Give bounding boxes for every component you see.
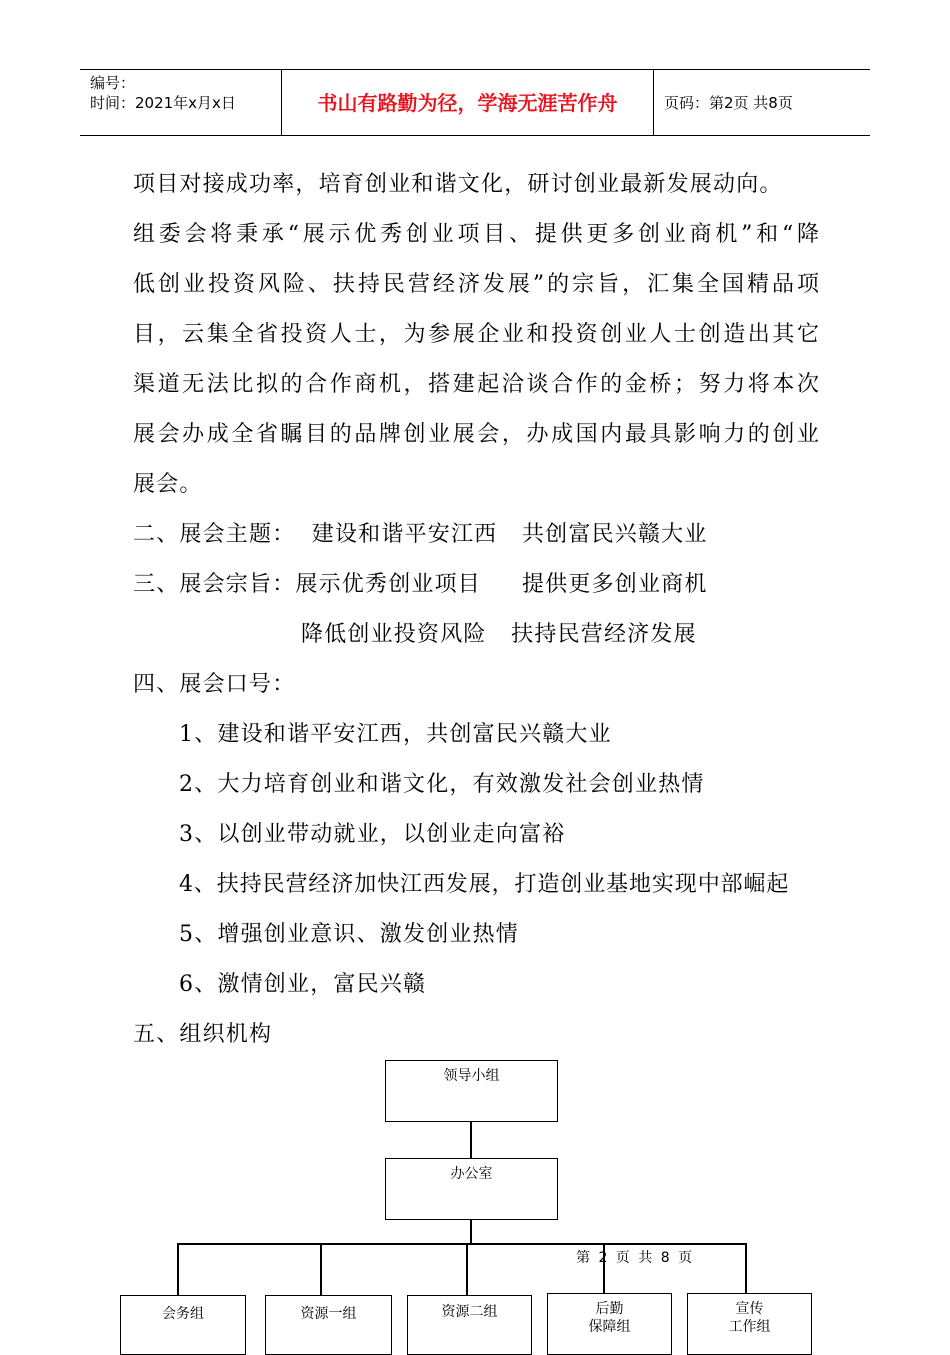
org-box-group [265,1295,392,1355]
connector-line [470,1220,472,1244]
org-box-label: 宣传 [735,1301,764,1317]
paragraph-line: 组委会将秉承“展示优秀创业项目、提供更多创业商机”和“降 [133,222,819,247]
paragraph-line: 目，云集全省投资人士，为参展企业和投资创业人士创造出其它 [133,322,819,347]
connector-line [177,1243,179,1295]
org-box-label: 后勤 [595,1301,624,1317]
org-box-label: 办公室 [450,1166,493,1182]
header-motto: 书山有路勤为径，学海无涯苦作舟 [282,70,654,135]
connector-line [320,1243,322,1295]
org-box-group [120,1295,246,1355]
paragraph-line: 展会。 [133,472,203,497]
connector-line [466,1243,468,1295]
paragraph-line: 展会办成全省瞩目的品牌创业展会，办成国内最具影响力的创业 [133,422,819,447]
org-box-label: 会务组 [162,1306,204,1322]
header-meta [80,70,282,135]
org-box-leadership [385,1060,558,1122]
serial-label: 编号： [90,74,136,92]
paragraph-line: 渠道无法比拟的合作商机，搭建起洽谈合作的金桥；努力将本次 [133,372,819,397]
page-header [80,69,870,136]
purpose-line: 降低创业投资风险 扶持民营经济发展 [301,622,697,647]
theme-line: 二、展会主题： 建设和谐平安江西 共创富民兴赣大业 [133,522,708,547]
paragraph-line: 低创业投资风险、扶持民营经济发展”的宗旨，汇集全国精品项 [133,272,819,297]
page-footer: 第 2 页 共 8 页 [576,1250,695,1266]
org-heading: 五、组织机构 [133,1022,273,1047]
org-box-label: 资源一组 [300,1306,357,1322]
org-box-label: 保障组 [588,1319,631,1335]
org-box-label: 资源二组 [441,1304,498,1320]
slogan-item: 3、以创业带动就业，以创业走向富裕 [179,822,566,847]
slogan-item: 5、增强创业意识、激发创业热情 [179,922,519,947]
org-box-group [687,1293,812,1355]
connector-bus [177,1243,747,1245]
purpose-line: 三、展会宗旨：展示优秀创业项目 提供更多创业商机 [133,572,708,597]
connector-line [745,1243,747,1293]
org-box-group [547,1293,672,1355]
slogan-item: 6、激情创业，富民兴赣 [179,972,427,997]
org-box-label: 领导小组 [443,1068,500,1084]
paragraph-line: 项目对接成功率，培育创业和谐文化，研讨创业最新发展动向。 [133,172,783,197]
org-box-group [407,1295,532,1355]
slogan-item: 1、建设和谐平安江西，共创富民兴赣大业 [179,722,612,747]
slogan-item: 4、扶持民营经济加快江西发展，打造创业基地实现中部崛起 [179,872,790,897]
header-page-info: 页码：第2页 共8页 [664,94,793,112]
org-box-label: 工作组 [728,1319,771,1335]
slogan-heading: 四、展会口号： [133,672,296,697]
org-box-office [385,1158,558,1220]
date-label: 时间：2021年x月x日 [90,94,236,112]
slogan-item: 2、大力培育创业和谐文化，有效激发社会创业热情 [179,772,705,797]
connector-line [470,1122,472,1158]
